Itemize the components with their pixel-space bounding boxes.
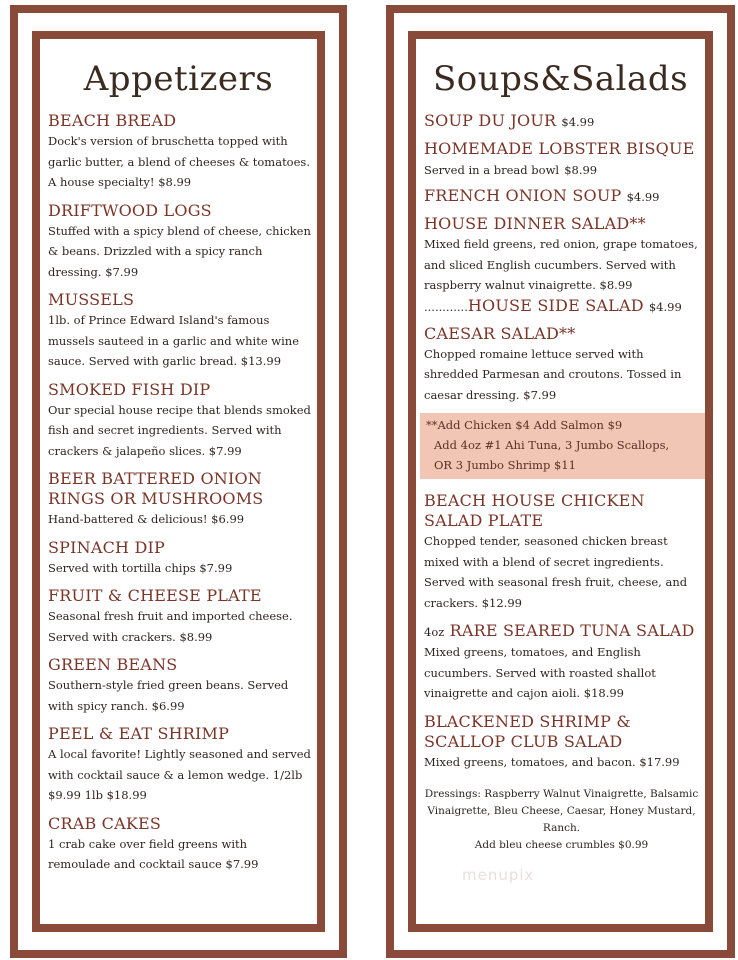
soups-salads-list xyxy=(416,111,705,854)
menu-item-price: $8.99 xyxy=(179,629,213,644)
menu-item-price: $13.99 xyxy=(240,354,282,368)
menu-item-house-side-salad: ............HOUSE SIDE SALAD $4.99 xyxy=(424,295,682,315)
menu-item-soup-du-jour: SOUP DU JOUR $4.99 xyxy=(424,111,595,130)
menu-item-description: Stuffed with a spicy blend of cheese, chicken & beans. Drizzled with a spicy ranch dressing. xyxy=(48,223,311,279)
menu-item xyxy=(48,538,311,579)
dressings-note: Dressings: Raspberry Walnut Vinaigrette, Balsamic Vinaigrette, Bleu Cheese, Caesar, Honey Mustard, Ranch. Add bleu cheese crumbles $0.99 xyxy=(424,788,699,851)
menu-item-chicken-salad-plate: BEACH HOUSE CHICKEN SALAD PLATE Chopped tender, seasoned chicken breast mixed with a blend of secret ingredients. Served with seasonal fresh fruit, cheese, and crackers. $12.99 xyxy=(424,491,688,610)
menu-item-price: $7.99 xyxy=(225,857,259,871)
menu-item-name: BEER BATTERED ONION RINGS OR MUSHROOMS xyxy=(48,469,264,508)
menu-item-description: Southern-style fried green beans. Served with spicy ranch. xyxy=(48,678,289,713)
appetizers-title: Appetizers xyxy=(83,59,274,99)
menu-item-house-dinner-salad: HOUSE DINNER SALAD** Mixed field greens, red onion, grape tomatoes, and sliced English cucumbers. Served with raspberry walnut vinaigrette. $8.99 ............HOUSE SIDE SALAD $4.99 xyxy=(424,214,698,315)
appetizers-content xyxy=(40,39,317,924)
menu-item-description: Dock's version of bruschetta topped with garlic butter, a blend of cheeses & tomatoes. A house specialty! xyxy=(48,134,310,189)
menu-item-tuna-salad: 4oz RARE SEARED TUNA SALAD Mixed greens, tomatoes, and English cucumbers. Served with roasted shallot vinaigrette and cajon aioli. $18.99 xyxy=(424,621,695,700)
menu-item xyxy=(48,111,311,193)
watermark: menupix xyxy=(462,866,535,884)
soups-salads-panel xyxy=(386,5,735,958)
menu-item xyxy=(48,724,311,806)
menu-item-name: GREEN BEANS xyxy=(48,655,178,674)
menu-item xyxy=(48,380,311,462)
salad-addons-box: **Add Chicken $4 Add Salmon $9 Add 4oz #1 Ahi Tuna, 3 Jumbo Scallops, OR 3 Jumbo Shrimp $11 xyxy=(420,413,705,479)
menu-item-price: $7.99 xyxy=(208,443,242,458)
menu-item-name: DRIFTWOOD LOGS xyxy=(48,200,212,220)
menu-item-price: $8.99 xyxy=(158,175,192,189)
menu-item-name: MUSSELS xyxy=(48,290,135,309)
menu-item-price: $7.99 xyxy=(199,560,233,575)
menu-item-name: SMOKED FISH DIP xyxy=(48,379,211,399)
soups-salads-title: Soups&Salads xyxy=(432,59,689,99)
menu-item-description: Served with tortilla chips xyxy=(48,560,196,575)
menu-item-club-salad: BLACKENED SHRIMP & SCALLOP CLUB SALAD Mixed greens, tomatoes, and bacon. $17.99 xyxy=(424,711,680,769)
menu-item-name: PEEL & EAT SHRIMP xyxy=(48,724,230,743)
menu-item-price: $7.99 xyxy=(105,264,139,279)
menu-item-name: CRAB CAKES xyxy=(48,813,162,833)
menu-item-lobster-bisque: HOMEMADE LOBSTER BISQUE Served in a bread bowl $8.99 xyxy=(424,139,695,177)
menu-item-price: $6.99 xyxy=(211,512,245,526)
menu-item-price: $6.99 xyxy=(151,698,185,713)
menu-item-description: Seasonal fresh fruit and imported cheese. Served with crackers. xyxy=(48,609,293,644)
menu-item-description: 1lb. of Prince Edward Island's famous mussels sauteed in a garlic and white wine sauce. Served with garlic bread. xyxy=(48,313,300,368)
menu-item-description: Our special house recipe that blends smoked fish and secret ingredients. Served with crackers & jalapeño slices. xyxy=(48,402,311,458)
menu-item xyxy=(48,586,311,647)
menu-item-caesar-salad: CAESAR SALAD** Chopped romaine lettuce served with shredded Parmesan and croutons. Tossed in caesar dressing. $7.99 xyxy=(424,323,682,402)
menu-item xyxy=(48,655,311,716)
menu-item xyxy=(48,814,311,875)
menu-item xyxy=(48,290,311,372)
appetizers-panel xyxy=(10,5,347,958)
menu-item-description: 1 crab cake over field greens with remoulade and cocktail sauce xyxy=(48,836,248,871)
menu-item-description: A local favorite! Lightly seasoned and served with cocktail sauce & a lemon wedge. 1/2lb $9.99 1lb xyxy=(48,747,311,802)
menu-item-description: Hand-battered & delicious! xyxy=(48,512,208,526)
menu-item-name: BEACH BREAD xyxy=(48,111,177,130)
menu-item-name: SPINACH DIP xyxy=(48,537,165,557)
menu-item-name: FRUIT & CHEESE PLATE xyxy=(48,586,262,605)
menu-item xyxy=(48,201,311,283)
appetizers-list xyxy=(40,111,317,875)
menu-item-french-onion: FRENCH ONION SOUP $4.99 xyxy=(424,186,660,205)
soups-salads-content xyxy=(416,39,705,924)
menu-item-price: $18.99 xyxy=(106,788,147,802)
menu-item xyxy=(48,469,311,530)
